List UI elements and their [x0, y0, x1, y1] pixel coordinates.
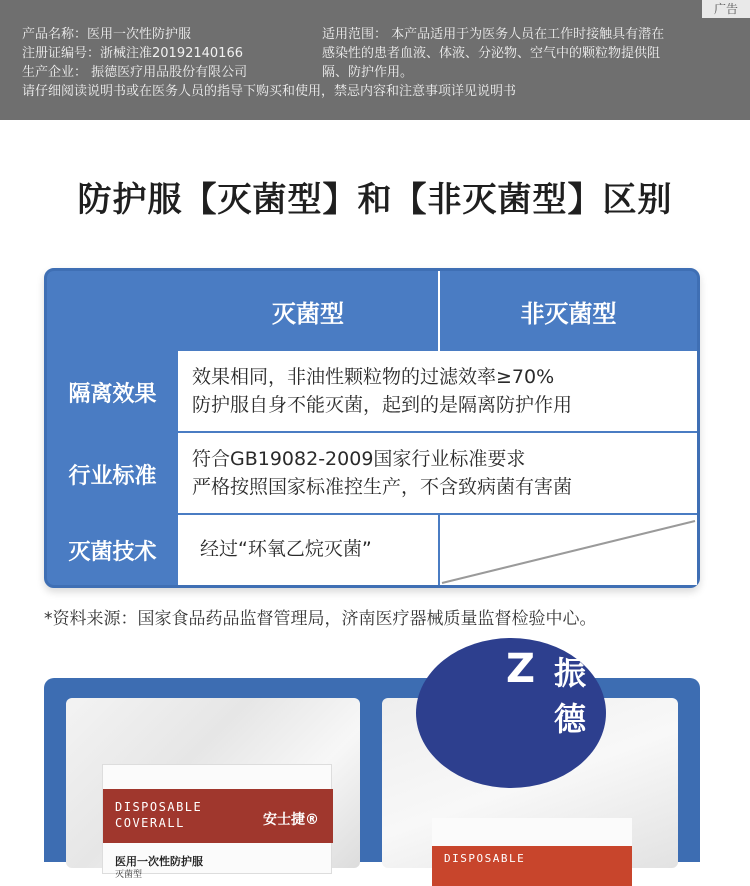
sterilization-sterile-cell [178, 515, 438, 585]
package-type: 灭菌型 [115, 870, 143, 880]
package-label-2 [432, 818, 632, 878]
standard-line-2: 严格按照国家标准控生产，不含致病菌有害菌 [192, 476, 573, 498]
manufacturer: 生产企业： 振德医疗用品股份有限公司 [22, 65, 248, 80]
strip-line-2: COVERALL [115, 816, 185, 830]
sterilization-nonsterile-cell [440, 515, 697, 585]
photo-nonsterile-package [382, 646, 678, 868]
col-header-nonsterile: 非灭菌型 [520, 299, 617, 328]
row-label-isolation: 隔离效果 [68, 381, 157, 407]
comparison-table [44, 268, 700, 588]
strip-line-1: DISPOSABLE [115, 800, 203, 814]
isolation-line-1: 效果相同，非油性颗粒物的过滤效率≥70% [192, 366, 555, 388]
scope-line-2: 感染性的患者血液、体液、分泌物、空气中的颗粒物提供阻 [322, 46, 661, 61]
logo-z-icon: Z [506, 646, 536, 692]
page-title: 防护服【灭菌型】和【非灭菌型】区别 [77, 180, 673, 220]
scope-line-3: 隔、防护作用。 [322, 65, 414, 80]
col-header-sterile: 灭菌型 [272, 299, 344, 328]
info-banner [0, 0, 750, 120]
row-standard-content [178, 433, 697, 513]
photo-sterile-package [66, 698, 360, 880]
package-product-name: 医用一次性防护服 [115, 855, 203, 868]
ad-tag: 广告 [702, 0, 750, 18]
isolation-line-2: 防护服自身不能灭菌，起到的是隔离防护作用 [192, 394, 573, 416]
brand-logo [416, 638, 606, 788]
scope-text [322, 25, 732, 82]
sterilization-method: 经过“环氧乙烷灭菌” [200, 538, 372, 560]
registration-number: 注册证编号：浙械注准20192140166 [22, 46, 243, 61]
label-strip-2-text: DISPOSABLE [444, 852, 526, 865]
standard-line-1: 符合GB19082-2009国家行业标准要求 [192, 448, 526, 470]
row-isolation-content [178, 351, 697, 431]
product-name: 产品名称：医用一次性防护服 [22, 27, 192, 42]
source-note: *资料来源：国家食品药品监督管理局，济南医疗器械质量监督检验中心。 [44, 609, 597, 629]
product-photos [44, 646, 700, 880]
logo-text: 振德 [554, 654, 587, 738]
label-strip [103, 789, 333, 843]
row-label-standard: 行业标准 [68, 463, 157, 489]
package-label [102, 764, 332, 880]
row-label-sterilization: 灭菌技术 [68, 539, 157, 565]
usage-notice: 请仔细阅读说明书或在医务人员的指导下购买和使用，禁忌内容和注意事项详见说明书 [22, 84, 517, 99]
brand-name: 安士捷® [263, 812, 319, 828]
scope-line-1: 适用范围： 本产品适用于为医务人员在工作时接触具有潜在 [322, 27, 665, 42]
label-strip-2 [432, 846, 632, 886]
label-strip-text [115, 799, 202, 831]
not-applicable-slash [440, 515, 697, 585]
